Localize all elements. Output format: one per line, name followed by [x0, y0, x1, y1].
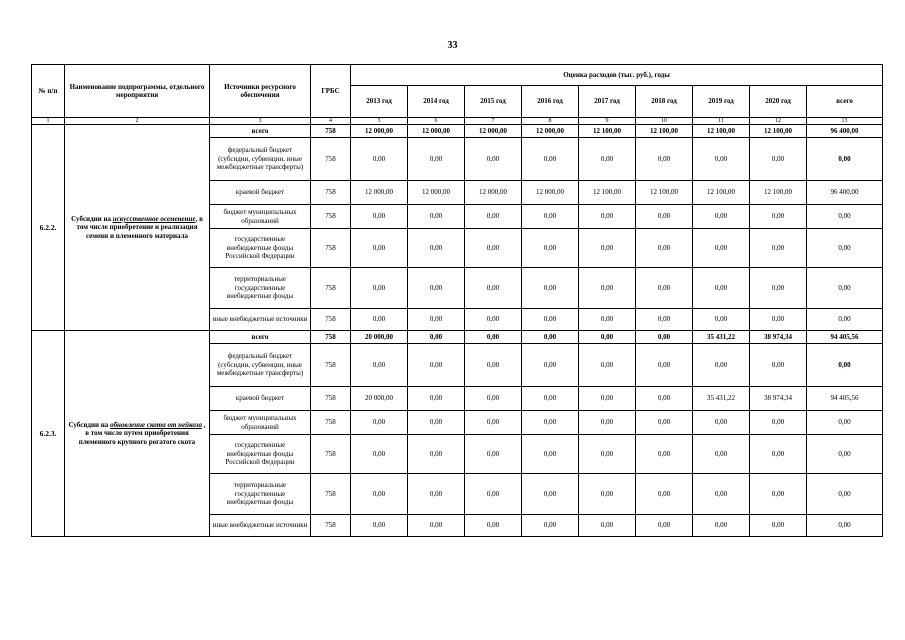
funding-source: бюджет муниципальных образований	[210, 411, 311, 435]
header-num: № п/п	[32, 65, 65, 118]
year-value: 12 100,00	[636, 125, 693, 138]
year-value: 0,00	[693, 309, 750, 331]
row-total: 0,00	[807, 268, 883, 309]
year-value: 0,00	[351, 268, 408, 309]
funding-source: краевой бюджет	[210, 181, 311, 205]
year-value: 0,00	[465, 205, 522, 229]
year-value: 0,00	[579, 309, 636, 331]
item-name-prefix: Субсидии на	[71, 214, 113, 223]
year-value: 0,00	[522, 138, 579, 181]
year-value: 0,00	[750, 268, 807, 309]
table-body	[32, 125, 883, 537]
year-value: 12 100,00	[693, 125, 750, 138]
year-value: 0,00	[750, 205, 807, 229]
year-value: 12 100,00	[636, 181, 693, 205]
year-value: 0,00	[693, 229, 750, 268]
year-value: 0,00	[750, 309, 807, 331]
row-total: 0,00	[807, 229, 883, 268]
year-value: 0,00	[522, 344, 579, 387]
grbs-code: 758	[311, 229, 351, 268]
column-number: 5	[351, 118, 408, 125]
year-value: 0,00	[351, 229, 408, 268]
year-value: 12 100,00	[750, 181, 807, 205]
header-total: всего	[807, 86, 883, 118]
year-value: 0,00	[351, 474, 408, 515]
year-value: 0,00	[522, 229, 579, 268]
item-name-prefix: Субсидии на	[68, 420, 111, 429]
year-value: 0,00	[579, 474, 636, 515]
year-value: 0,00	[522, 474, 579, 515]
year-value: 0,00	[693, 268, 750, 309]
year-value: 20 000,00	[351, 387, 408, 411]
funding-source: федеральный бюджет (субсидии, субвенции, иные межбюджетные трансферты)	[210, 138, 311, 181]
year-value: 0,00	[750, 411, 807, 435]
funding-source: всего	[210, 125, 311, 138]
year-value: 0,00	[579, 515, 636, 537]
year-value: 0,00	[636, 331, 693, 344]
year-value: 0,00	[522, 331, 579, 344]
year-value: 0,00	[750, 474, 807, 515]
year-value: 0,00	[693, 435, 750, 474]
row-total: 0,00	[807, 309, 883, 331]
year-value: 0,00	[579, 435, 636, 474]
column-number: 12	[750, 118, 807, 125]
year-value: 0,00	[408, 268, 465, 309]
funding-source: иные внебюджетные источники	[210, 309, 311, 331]
row-total: 96 400,00	[807, 125, 883, 138]
year-value: 0,00	[579, 229, 636, 268]
year-value: 12 100,00	[693, 181, 750, 205]
header-year: 2019 год	[693, 86, 750, 118]
item-name	[65, 125, 210, 331]
page-number: 33	[447, 40, 458, 51]
year-value: 0,00	[636, 309, 693, 331]
year-value: 0,00	[465, 474, 522, 515]
year-value: 0,00	[522, 435, 579, 474]
funding-source: государственные внебюджетные фонды Российской Федерации	[210, 229, 311, 268]
table-row	[32, 125, 883, 138]
year-value: 0,00	[408, 138, 465, 181]
year-value: 0,00	[636, 138, 693, 181]
funding-source: территориальные государственные внебюджетные фонды	[210, 474, 311, 515]
year-value: 0,00	[522, 205, 579, 229]
row-total: 0,00	[807, 138, 883, 181]
grbs-code: 758	[311, 344, 351, 387]
year-value: 12 000,00	[522, 181, 579, 205]
year-value: 0,00	[693, 474, 750, 515]
row-total: 96 400,00	[807, 181, 883, 205]
year-value: 0,00	[465, 138, 522, 181]
year-value: 0,00	[408, 331, 465, 344]
column-number: 1	[32, 118, 65, 125]
column-number: 4	[311, 118, 351, 125]
funding-source: краевой бюджет	[210, 387, 311, 411]
year-value: 12 000,00	[351, 125, 408, 138]
row-total: 0,00	[807, 515, 883, 537]
year-value: 0,00	[465, 331, 522, 344]
year-value: 0,00	[465, 309, 522, 331]
year-value: 0,00	[750, 138, 807, 181]
column-number: 2	[65, 118, 210, 125]
grbs-code: 758	[311, 387, 351, 411]
grbs-code: 758	[311, 474, 351, 515]
year-value: 0,00	[579, 205, 636, 229]
column-number: 8	[522, 118, 579, 125]
table-row	[32, 331, 883, 344]
year-value: 0,00	[465, 435, 522, 474]
funding-source: всего	[210, 331, 311, 344]
header-year: 2014 год	[408, 86, 465, 118]
item-name-suffix: , в том числе путем приобретения племенного крупного рогатого скота	[78, 420, 206, 446]
year-value: 0,00	[351, 411, 408, 435]
year-value: 0,00	[465, 515, 522, 537]
header-year: 2016 год	[522, 86, 579, 118]
funding-source: иные внебюджетные источники	[210, 515, 311, 537]
row-total: 0,00	[807, 205, 883, 229]
funding-source: федеральный бюджет (субсидии, субвенции, иные межбюджетные трансферты)	[210, 344, 311, 387]
year-value: 0,00	[465, 411, 522, 435]
budget-table	[31, 64, 883, 537]
year-value: 0,00	[351, 435, 408, 474]
row-total: 0,00	[807, 411, 883, 435]
year-value: 0,00	[579, 387, 636, 411]
year-value: 0,00	[693, 411, 750, 435]
grbs-code: 758	[311, 411, 351, 435]
year-value: 0,00	[522, 387, 579, 411]
year-value: 0,00	[579, 268, 636, 309]
column-number: 9	[579, 118, 636, 125]
year-value: 0,00	[522, 411, 579, 435]
year-value: 0,00	[351, 309, 408, 331]
year-value: 35 431,22	[693, 387, 750, 411]
year-value: 0,00	[750, 435, 807, 474]
year-value: 0,00	[408, 205, 465, 229]
year-value: 0,00	[693, 515, 750, 537]
item-name	[65, 331, 210, 537]
grbs-code: 758	[311, 435, 351, 474]
header-source: Источники ресурсного обеспечения	[210, 65, 311, 118]
year-value: 0,00	[351, 344, 408, 387]
year-value: 0,00	[522, 515, 579, 537]
item-index: 6.2.3.	[32, 331, 65, 537]
year-value: 0,00	[579, 411, 636, 435]
grbs-code: 758	[311, 205, 351, 229]
grbs-code: 758	[311, 125, 351, 138]
item-index: 6.2.2.	[32, 125, 65, 331]
header-year: 2013 год	[351, 86, 408, 118]
year-value: 12 000,00	[351, 181, 408, 205]
year-value: 0,00	[750, 515, 807, 537]
year-value: 0,00	[408, 229, 465, 268]
funding-source: бюджет муниципальных образований	[210, 205, 311, 229]
header-grbs: ГРБС	[311, 65, 351, 118]
year-value: 35 431,22	[693, 331, 750, 344]
grbs-code: 758	[311, 268, 351, 309]
year-value: 12 100,00	[750, 125, 807, 138]
header-year: 2015 год	[465, 86, 522, 118]
grbs-code: 758	[311, 309, 351, 331]
year-value: 0,00	[579, 331, 636, 344]
year-value: 20 000,00	[351, 331, 408, 344]
header-year: 2017 год	[579, 86, 636, 118]
year-value: 0,00	[408, 344, 465, 387]
year-value: 0,00	[636, 205, 693, 229]
header-name: Наименование подпрограммы, отдельного мероприятия	[65, 65, 210, 118]
item-name-suffix: , в том числе приобретение и реализация семени и племенного материала	[76, 214, 203, 240]
year-value: 0,00	[465, 229, 522, 268]
year-value: 0,00	[351, 205, 408, 229]
column-number: 7	[465, 118, 522, 125]
year-value: 0,00	[636, 435, 693, 474]
column-number: 13	[807, 118, 883, 125]
column-number: 10	[636, 118, 693, 125]
header-year: 2018 год	[636, 86, 693, 118]
funding-source: государственные внебюджетные фонды Российской Федерации	[210, 435, 311, 474]
year-value: 0,00	[579, 138, 636, 181]
year-value: 0,00	[636, 229, 693, 268]
year-value: 0,00	[465, 268, 522, 309]
year-value: 0,00	[636, 411, 693, 435]
year-value: 0,00	[408, 435, 465, 474]
funding-source: территориальные государственные внебюджетные фонды	[210, 268, 311, 309]
grbs-code: 758	[311, 138, 351, 181]
grbs-code: 758	[311, 515, 351, 537]
year-value: 0,00	[465, 344, 522, 387]
year-value: 0,00	[408, 411, 465, 435]
column-number: 6	[408, 118, 465, 125]
year-value: 0,00	[522, 309, 579, 331]
year-value: 0,00	[693, 138, 750, 181]
year-value: 0,00	[693, 205, 750, 229]
year-value: 12 000,00	[522, 125, 579, 138]
year-value: 12 000,00	[465, 181, 522, 205]
item-name-emphasis: искусственное осеменение	[112, 214, 196, 223]
year-value: 0,00	[408, 387, 465, 411]
year-value: 0,00	[522, 268, 579, 309]
row-total: 0,00	[807, 344, 883, 387]
year-value: 0,00	[465, 387, 522, 411]
year-value: 0,00	[636, 344, 693, 387]
row-total: 94 405,56	[807, 387, 883, 411]
year-value: 0,00	[636, 474, 693, 515]
year-value: 38 974,34	[750, 331, 807, 344]
year-value: 38 974,34	[750, 387, 807, 411]
year-value: 12 100,00	[579, 125, 636, 138]
year-value: 0,00	[693, 344, 750, 387]
year-value: 0,00	[636, 387, 693, 411]
grbs-code: 758	[311, 331, 351, 344]
row-total: 0,00	[807, 435, 883, 474]
year-value: 0,00	[750, 229, 807, 268]
year-value: 0,00	[408, 515, 465, 537]
year-value: 0,00	[636, 515, 693, 537]
year-value: 0,00	[636, 268, 693, 309]
column-number: 11	[693, 118, 750, 125]
header-estimate: Оценка расходов (тыс. руб.), годы	[351, 65, 883, 86]
year-value: 0,00	[408, 474, 465, 515]
column-number: 3	[210, 118, 311, 125]
year-value: 12 000,00	[408, 125, 465, 138]
row-total: 0,00	[807, 474, 883, 515]
item-name-emphasis: обновление скота от нейкоза	[110, 420, 202, 429]
grbs-code: 758	[311, 181, 351, 205]
year-value: 12 100,00	[579, 181, 636, 205]
year-value: 12 000,00	[408, 181, 465, 205]
year-value: 0,00	[408, 309, 465, 331]
year-value: 0,00	[351, 138, 408, 181]
year-value: 0,00	[750, 344, 807, 387]
header-year: 2020 год	[750, 86, 807, 118]
row-total: 94 405,56	[807, 331, 883, 344]
year-value: 12 000,00	[465, 125, 522, 138]
year-value: 0,00	[579, 344, 636, 387]
year-value: 0,00	[351, 515, 408, 537]
